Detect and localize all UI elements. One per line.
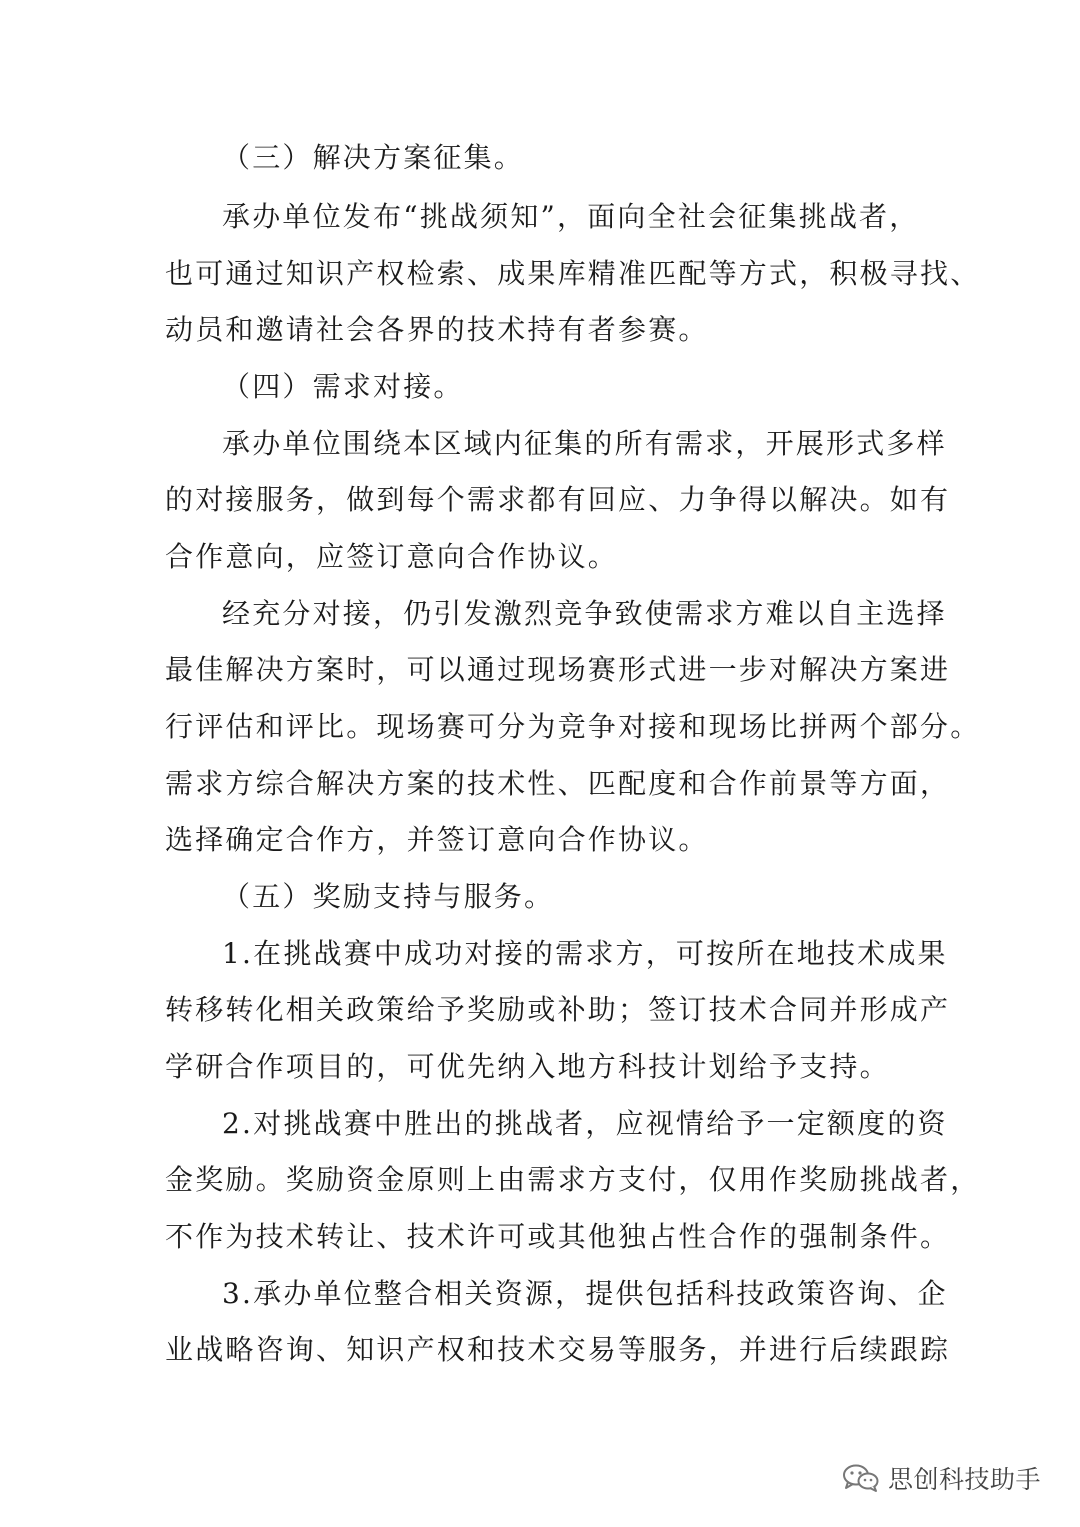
paragraph-line: 业战略咨询、知识产权和技术交易等服务，并进行后续跟踪 — [165, 1333, 951, 1366]
paragraph-line: 学研合作项目的，可优先纳入地方科技计划给予支持。 — [165, 1050, 890, 1083]
paragraph-line: 行评估和评比。现场赛可分为竞争对接和现场比拼两个部分。 — [165, 710, 981, 743]
paragraph-line: 动员和邀请社会各界的技术持有者参赛。 — [165, 313, 709, 346]
section-heading-5: （五）奖励支持与服务。 — [222, 880, 555, 913]
watermark-text: 思创科技助手 — [888, 1465, 1042, 1494]
wechat-icon — [842, 1463, 880, 1493]
paragraph-line: 承办单位发布“挑战须知”，面向全社会征集挑战者， — [222, 200, 920, 233]
paragraph-line: 承办单位围绕本区域内征集的所有需求，开展形式多样 — [222, 427, 947, 460]
paragraph-line: 3.承办单位整合相关资源，提供包括科技政策咨询、企 — [222, 1277, 948, 1310]
section-heading-4: （四）需求对接。 — [222, 370, 464, 403]
paragraph-line: 也可通过知识产权检索、成果库精准匹配等方式，积极寻找、 — [165, 257, 981, 290]
paragraph-line: 转移转化相关政策给予奖励或补助；签订技术合同并形成产 — [165, 993, 951, 1026]
paragraph-line: 选择确定合作方，并签订意向合作协议。 — [165, 823, 709, 856]
paragraph-line: 需求方综合解决方案的技术性、匹配度和合作前景等方面， — [165, 767, 951, 800]
paragraph-line: 的对接服务，做到每个需求都有回应、力争得以解决。如有 — [165, 483, 951, 516]
watermark — [842, 1458, 1041, 1498]
paragraph-line: 合作意向，应签订意向合作协议。 — [165, 540, 619, 573]
paragraph-line: 不作为技术转让、技术许可或其他独占性合作的强制条件。 — [165, 1220, 951, 1253]
paragraph-line: 金奖励。奖励资金原则上由需求方支付，仅用作奖励挑战者， — [165, 1163, 981, 1196]
section-heading-3: （三）解决方案征集。 — [222, 141, 525, 174]
paragraph-line: 最佳解决方案时，可以通过现场赛形式进一步对解决方案进 — [165, 653, 951, 686]
paragraph-line: 1.在挑战赛中成功对接的需求方，可按所在地技术成果 — [222, 937, 948, 970]
paragraph-line: 经充分对接，仍引发激烈竞争致使需求方难以自主选择 — [222, 597, 947, 630]
paragraph-line: 2.对挑战赛中胜出的挑战者，应视情给予一定额度的资 — [222, 1107, 948, 1140]
